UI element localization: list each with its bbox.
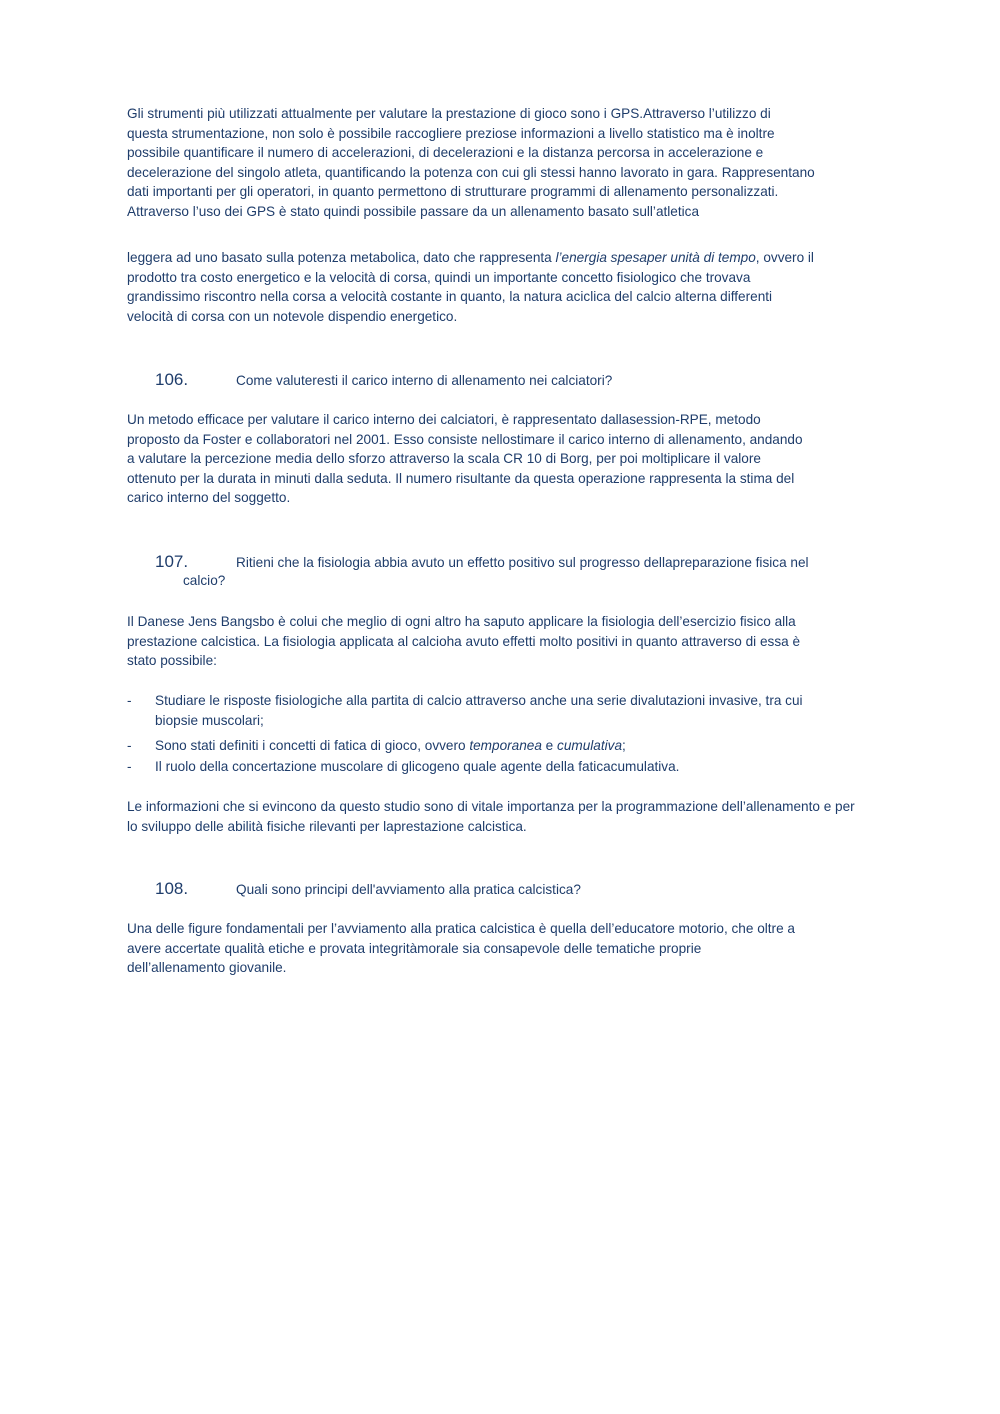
paragraph-line: velocità di corsa con un notevole dispendio energetico. [127, 308, 458, 324]
question-text: Quali sono principi dell'avviamento alla pratica calcistica? [236, 882, 581, 897]
paragraph-line [127, 248, 814, 268]
paragraph-line: Attraverso l’uso dei GPS è stato quindi possibile passare da un allenamento basato sull’atletica [127, 203, 700, 219]
bullet-line: biopsie muscolari; [155, 712, 264, 728]
text-run: Sono stati definiti i concetti di fatica di gioco, ovvero [155, 738, 470, 753]
paragraph-line: carico interno del soggetto. [127, 490, 291, 506]
text-run: e [541, 738, 558, 753]
paragraph-line: questa strumentazione, non solo è possibile raccogliere preziose informazioni a livello statistico ma è inoltre [127, 125, 775, 141]
paragraph-line: lo sviluppo delle abilità fisiche rilevanti per laprestazione calcistica. [127, 818, 527, 834]
bullet-text [155, 691, 803, 730]
paragraph-line: Il Danese Jens Bangsbo è colui che meglio di ogni altro ha saputo applicare la fisiologia dell’esercizio fisico alla [127, 614, 796, 629]
italic-text: l’energia spesaper unità di tempo [555, 250, 756, 265]
text-run: ; [622, 738, 626, 753]
question-number: 107. [155, 552, 189, 571]
paragraph-line: ottenuto per la durata in minuti dalla seduta. Il numero risultante da questa operazione rappresenta la stima del [127, 470, 795, 486]
bullet-line: Studiare le risposte fisiologiche alla partita di calcio attraverso anche una serie divalutazioni invasive, tra cui [155, 693, 803, 708]
italic-text: temporanea [469, 738, 542, 753]
paragraph-line: proposto da Foster e collaboratori nel 2001. Esso consiste nellostimare il carico interno di allenamento, andando [127, 431, 803, 447]
bullet-dash: - [127, 759, 132, 774]
paragraph-line: prodotto tra costo energetico e la velocità di corsa, quindi un importante concetto fisiologico che trovava [127, 269, 751, 285]
question-text: Ritieni che la fisiologia abbia avuto un effetto positivo sul progresso dellapreparazione fisica nel [236, 555, 809, 570]
question-text-continued: calcio? [183, 573, 226, 588]
metabolic-paragraph [127, 248, 814, 326]
paragraph-line: Gli strumenti più utilizzati attualmente per valutare la prestazione di gioco sono i GPS.Attraverso l’utilizzo di [127, 106, 771, 121]
paragraph-line: decelerazione del singolo atleta, quantificando la potenza con cui gli stessi hanno lavorato in gara. Rappresentano [127, 164, 815, 180]
bullet-text: Il ruolo della concertazione muscolare di glicogeno quale agente della faticacumulativa. [155, 759, 680, 774]
paragraph-line: grandissimo riscontro nella corsa a velocità costante in quanto, la natura aciclica del calcio alterna differenti [127, 289, 773, 305]
answer-108 [127, 919, 795, 978]
answer-106 [127, 410, 803, 508]
answer-107 [127, 612, 800, 671]
paragraph-line: possibile quantificare il numero di accelerazioni, di decelerazioni e la distanza percorsa in accelerazione e [127, 145, 764, 161]
text-run: , ovvero il [755, 250, 814, 265]
question-number: 106. [155, 370, 189, 389]
paragraph-line: prestazione calcistica. La fisiologia applicata al calcioha avuto effetti molto positivi in quanto attraverso di essa è [127, 633, 801, 649]
paragraph-line: stato possibile: [127, 653, 217, 669]
paragraph-line: dati importanti per gli operatori, in quanto permettono di strutturare programmi di allenamento personalizzati. [127, 184, 779, 200]
text-run: leggera ad uno basato sulla potenza metabolica, dato che rappresenta [127, 250, 556, 265]
paragraph-line: Un metodo efficace per valutare il carico interno dei calciatori, è rappresentato dallasession-RPE, metodo [127, 412, 761, 427]
intro-paragraph [127, 104, 815, 222]
paragraph-line: dell’allenamento giovanile. [127, 960, 287, 976]
question-number: 108. [155, 879, 189, 898]
paragraph-line: avere accertate qualità etiche e provata integritàmorale sia consapevole delle tematiche proprie [127, 940, 702, 956]
paragraph-line: Le informazioni che si evincono da questo studio sono di vitale importanza per la programmazione dell’allenamento e per [127, 799, 855, 814]
bullet-dash: - [127, 693, 132, 708]
italic-text: cumulativa [557, 738, 623, 753]
paragraph-line: a valutare la percezione media dello sforzo attraverso la scala CR 10 di Borg, per poi moltiplicare il valore [127, 451, 761, 467]
paragraph-line: Una delle figure fondamentali per l’avviamento alla pratica calcistica è quella dell’educatore motorio, che oltre a [127, 921, 795, 936]
bullet-text [155, 736, 626, 756]
closing-paragraph-107 [127, 797, 855, 836]
question-text: Come valuteresti il carico interno di allenamento nei calciatori? [236, 373, 613, 388]
bullet-dash: - [127, 738, 132, 753]
